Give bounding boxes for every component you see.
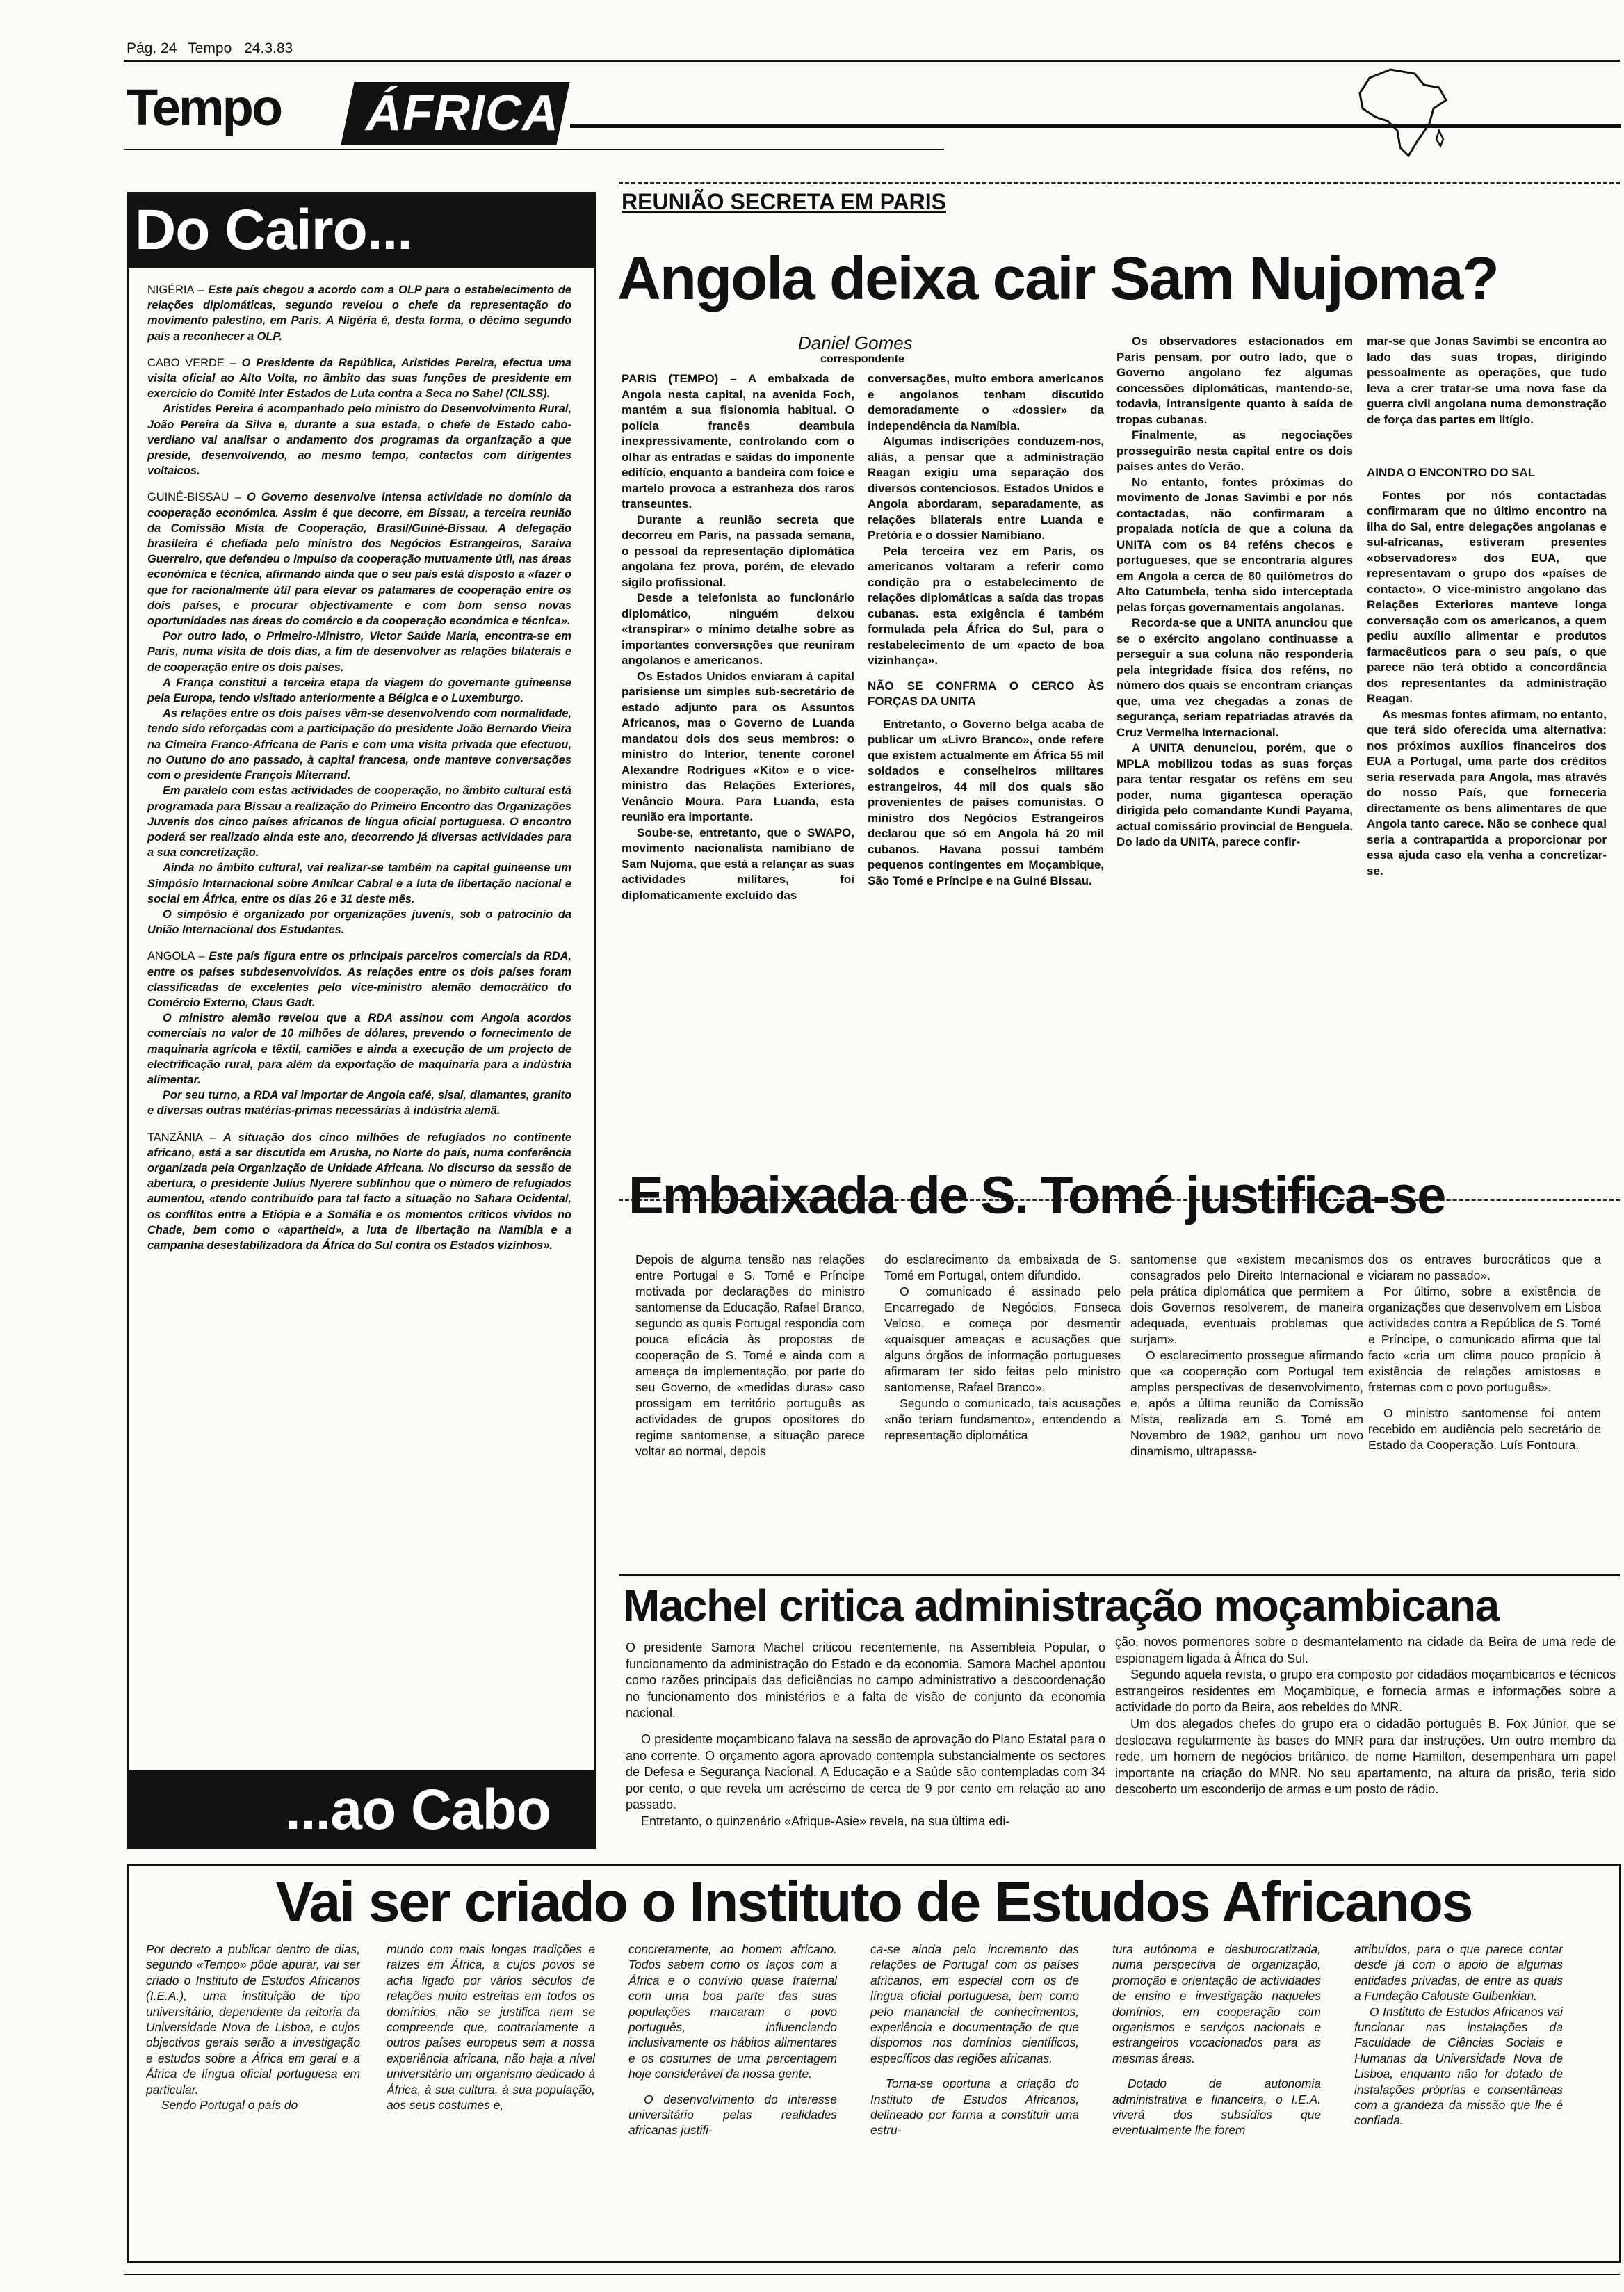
paragraph-text: A situação dos cinco milhões de refugiados no continente africano, está a ser discutida em Arusha, no Norte do país, numa conferência organizada pela Organização de Unidade Africana. No discurso da sessão de abertura, o presidente Julius Nyerere sublinhou que o número de refugiados aumentou, «tendo contribuído para tal facto a situação no Sahara Ocidental, os conflitos entre a Etiópia e a Somália e os momentos críticos vividos no Chade, bem como o «apartheid», a luta de libertação na Namíbia e a campanha desestabilizadora da África do Sul contra os Estados vizinhos».: [147, 1131, 571, 1252]
machel-headline: Machel critica administração moçambicana: [623, 1581, 1499, 1631]
paragraph: Um dos alegados chefes do grupo era o cidadão português B. Fox Júnior, que se deslocava regularmente às bases do MNR para dar instruções. Um outro membro da rede, um homem de negócios britânico, de nome Hamilton, desempenhara um papel importante na criação do MNR. No seu apartamento, na altura da prisão, teria sido descoberto um esconderijo de armas e um posto de rádio.: [1115, 1716, 1616, 1797]
paragraph-text: Aristides Pereira é acompanhado pelo ministro do Desenvolvimento Rural, João Pereira da Silva e, durante a sua estada, o chefe de Estado cabo-verdiano vai analisar o andamento dos programas da organização a que preside, desenvolvendo, ao mesmo tempo, contactos com dirigentes voltaicos.: [147, 403, 571, 478]
subheading: NÃO SE CONFRMA O CERCO ÀS FORÇAS DA UNITA: [868, 679, 1104, 708]
left-box-paragraph: [147, 1010, 571, 1088]
paragraph-text: Ainda no âmbito cultural, vai realizar-se também na capital guineense um Simpósio Internacional sobre Amílcar Cabral e a luta de libertação nacional e social em África, entre os dias 26 e 31 deste mês.: [147, 862, 571, 905]
page-header: [127, 40, 544, 57]
paragraph: Os observadores estacionados em Paris pensam, por outro lado, que o Governo angolano fez algumas concessões diplomáticas, mantendo-se, todavia, intransigente quanto à saída de tropas cubanas.: [1116, 334, 1353, 426]
paragraph: mundo com mais longas tradições e raízes em África, a cujos povos se acha ligado por vários séculos de relações muito estreitas em todos os domínios, não se justifica nem se compreende que, contrariamente a outros países europeus sem a nossa experiência africana, não haja a nível universitário um organismo dedicado à África, à sua cultura, à sua população, aos seus costumes e,: [387, 1942, 595, 2113]
paragraph: Entretanto, o Governo belga acaba de publicar um «Livro Branco», onde refere que existem actualmente em África 55 mil soldados e conselheiros militares estrangeiros, 44 mil dos quais são provenientes de países comunistas. O ministro dos Negócios Estrangeiros declarou que só em Angola há 20 mil cubanos. Havana possui também pequenos contingentes em Moçambique, São Tomé e Príncipe e na Guiné Bissau.: [868, 717, 1104, 887]
paragraph: do esclarecimento da embaixada de S. Tomé em Portugal, ontem difundido.: [884, 1252, 1121, 1282]
paragraph: Durante a reunião secreta que decorreu em Paris, na passada semana, o pessoal da representação diplomática angolana fez prova, porém, de elevado sigilo profissional.: [622, 513, 854, 589]
paragraph: Os Estados Unidos enviaram à capital parisiense um simples sub-secretário de estado adjunto para os Assuntos Africanos, mas o Governo de Luanda mandatou dois dos seus membros: o ministro do Interior, tenente coronel Alexandre Rodrigues «Kito» e o vice-ministro das Relações Exteriores, Venâncio Moura. Para Luanda, esta reunião era importante.: [622, 669, 854, 823]
paragraph-text: Este país figura entre os principais parceiros comerciais da RDA, entre os países subdesenvolvidos. As relações entre os dois países foram classificadas de excelentes pelo vice-ministro alemão democrático do Comércio Externo, Claus Gadt.: [147, 950, 571, 1009]
paragraph-text: O Presidente da República, Aristides Pereira, efectua uma visita oficial ao Alto Volta, no âmbito das suas funções de presidente em exercício do Comité Inter Estados de Luta contra a Seca no Sahel (CILSS).: [147, 356, 571, 401]
left-box-bottom-title: ...ao Cabo: [285, 1778, 551, 1841]
angola-byline: Daniel Gomes: [798, 332, 913, 353]
paragraph: mar-se que Jonas Savimbi se encontra ao lado das suas tropas, dirigindo pessoalmente as operações, que tudo leva a crer tratar-se uma nova fase da guerra civil angolana numa demonstração de força das partes em litígio.: [1367, 334, 1607, 426]
left-box-paragraph: [147, 860, 571, 907]
paragraph: Soube-se, entretanto, que o SWAPO, movimento nacionalista namibiano de Sam Nujoma, que está a relançar as suas actividades militares, foi diplomaticamente excluído das: [622, 825, 854, 902]
paragraph: conversações, muito embora americanos e angolanos tenham discutido demoradamente o «dossier» da independência da Namíbia.: [868, 372, 1104, 433]
paragraph-text: O Governo desenvolve intensa actividade no domínio da cooperação económica. Assim é que decorre, em Bissau, a terceira reunião da Comissão Mista de Cooperação, Brasil/Guiné-Bissau. A delegação brasileira é chefiada pelo ministro dos Negócios Estrangeiros, Saraiva Guerreiro, que defendeu o impulso da cooperação mutuamente útil, nas áreas económica e técnica, afirmando ainda que o seu país está disposto a «fazer o que for racionalmente útil para elevar os patamares de cooperação entre os dois países, e procurar objectivamente e com bom senso novas oportunidades nas áreas do comércio e da cooperação económica e técnica».: [147, 491, 571, 628]
paragraph: tura autónoma e desburocratizada, numa perspectiva de organização, promoção e orientação de actividades de ensino e investigação naqueles domínios, em cooperação com organismos e serviços nacionais e estrangeiros vocacionados para as mesmas áreas.: [1112, 1942, 1321, 2065]
stome-col-1: [635, 1252, 865, 1565]
paragraph: O presidente moçambicano falava na sessão de aprovação do Plano Estatal para o ano corrente. O orçamento agora aprovado contempla substancialmente os sectores de Defesa e Segurança Nacional. A Educação e a Saúde são contempladas com 34 por cento, o que revela um acréscimo de cerca de 9 por cento em relação ao ano passado.: [626, 1732, 1105, 1812]
paragraph: Depois de alguma tensão nas relações entre Portugal e S. Tomé e Príncipe motivada por declarações do ministro santomense da Educação, Rafael Branco, segundo as quais Portugal respondia com pouca eficácia às propostas de cooperação de S. Tomé e ainda com a ameaça da implementação, por parte do seu Governo, de «medidas duras» caso prossigam em território português as actividades de grupos opositores do regime santomense, a situação parece voltar ao normal, depois: [635, 1252, 865, 1458]
stome-col-3: [1130, 1252, 1363, 1565]
paragraph: Recorda-se que a UNITA anunciou que se o exército angolano continuasse a perseguir a sua coluna não responderia pela integridade física dos reféns, no número dos quais se encontram crianças que, uma vez chegadas a zonas de segurança, seriam repatriadas através da Cruz Vermelha Internacional.: [1116, 616, 1353, 739]
paragraph: Desde a telefonista ao funcionário diplomático, ninguém deixou «transpirar» o mínimo detalhe sobre as importantes conversações que reuniram angolanos e americanos.: [622, 591, 854, 667]
masthead-rule-right: [1460, 124, 1621, 128]
country-lead: ANGOLA –: [147, 950, 209, 963]
masthead-logo: Tempo: [127, 79, 282, 136]
iea-col-4: [870, 1942, 1079, 2258]
paragraph: atribuídos, para o que parece contar desde já com o apoio de algumas entidades privadas, de entre as quais a Fundação Calouste Gulbenkian.: [1354, 1942, 1563, 2003]
paragraph: Por último, sobre a existência de organizações que desenvolvem em Lisboa actividades contra a República de S. Tomé e Príncipe, o comunicado afirma que tal facto «cria um clima pouco propício à existência de relações amistosas e fraternas com o povo português».: [1368, 1284, 1601, 1394]
left-box-paragraph: [147, 629, 571, 675]
paragraph-text: Por seu turno, a RDA vai importar de Angola café, sisal, diamantes, granito e diversas outras matérias-primas necessárias à indústria alemã.: [147, 1089, 571, 1117]
masthead-section: ÁFRICA: [366, 86, 559, 141]
angola-byline-role: correspondente: [820, 353, 904, 365]
angola-headline: Angola deixa cair Sam Nujoma?: [617, 245, 1498, 312]
angola-col-3: [1116, 334, 1353, 1193]
stome-col-4: [1368, 1252, 1601, 1565]
paragraph: ca-se ainda pelo incremento das relações de Portugal com os países africanos, em especial com os de língua oficial portuguesa, bem como pelo manancial de conhecimentos, experiência e documentação de que dispomos nos domínios científicos, específicos das regiões africanas.: [870, 1942, 1079, 2065]
left-box-paragraph: [147, 490, 571, 629]
paragraph: concretamente, ao homem africano. Todos sabem como os laços com a África e o convívio quase fraternal com uma boa parte das suas populações marcaram o povo português, influenciando inclusivamente os hábitos alimentares e os costumes de uma percentagem hoje considerável da nossa gente.: [628, 1942, 837, 2081]
country-lead: NIGÉRIA –: [147, 284, 209, 296]
left-box-paragraph: [147, 355, 571, 402]
paragraph: O esclarecimento prossegue afirmando que «a cooperação com Portugal tem amplas perspectivas de desenvolvimento, e, após a última reunião da Comissão Mista, realizada em S. Tomé em Novembro de 1982, ganhou um novo dinamismo, ultrapassa-: [1130, 1348, 1363, 1458]
paragraph: Por decreto a publicar dentro de dias, segundo «Tempo» pôde apurar, vai ser criado o Instituto de Estudos Africanos (I.E.A.), uma instituição de tipo universitário, dependente da reitoria da Universidade Nova de Lisboa, e cujos objectivos gerais serão a investigação e estudos sobre a África em geral e a África de língua oficial portuguesa em particular.: [146, 1942, 360, 2097]
paragraph: O comunicado é assinado pelo Encarregado de Negócios, Fonseca Veloso, e começa por desmentir «quaisquer ameaças e acusações que alguns órgãos de informação portugueses afirmaram ter sido feitas pelo ministro santomense, Rafael Branco».: [884, 1284, 1121, 1394]
iea-col-6: [1354, 1942, 1563, 2258]
paragraph: Torna-se oportuna a criação do Instituto de Estudos Africanos, delineado por forma a constituir uma estru-: [870, 2076, 1079, 2138]
paragraph: Entretanto, o quinzenário «Afrique-Asie» revela, na sua última edi-: [641, 1814, 1010, 1828]
paragraph: Dotado de autonomia administrativa e financeira, o I.E.A. viverá dos subsídios que eventualmente lhe forem: [1112, 2076, 1321, 2138]
iea-col-1: [146, 1942, 360, 2258]
paragraph: O desenvolvimento do interesse universitário pelas realidades africanas justifi-: [628, 2092, 837, 2138]
iea-col-3: [628, 1942, 837, 2258]
left-box-text: [147, 282, 571, 1708]
left-box-paragraph: [147, 1130, 571, 1254]
paragraph: A UNITA denunciou, porém, que o MPLA mobilizou todas as suas forças para tentar resgatar os reféns em seu poder, numa gigantesca operação dirigida pelo comandante Kundi Payama, actual comissário provincial de Benguela. Do lado da UNITA, parece confir-: [1116, 741, 1353, 848]
left-box-paragraph: [147, 282, 571, 344]
paragraph-text: O simpósio é organizado por organizações juvenis, sob o patrocínio da União Internacional dos Estudantes.: [147, 907, 571, 937]
machel-col-1: [626, 1640, 1105, 1848]
header-rule: [124, 60, 1620, 62]
paragraph: Pela terceira vez em Paris, os americanos voltaram a referir como condição pra o estabelecimento de relações diplomáticas a saída das tropas cubanas. esta exigência é também formulada pela África do Sul, para o restabelecimento de um «pacto de boa vizinhança».: [868, 544, 1104, 667]
paragraph-text: A França constitui a terceira etapa da viagem do governante guineense pela Europa, tendo visitado anteriormente a Bélgica e o Luxemburgo.: [147, 676, 571, 705]
paragraph: dos os entraves burocráticos que a viciaram no passado».: [1368, 1252, 1601, 1282]
left-box-paragraph: [147, 783, 571, 860]
iea-col-2: [387, 1942, 595, 2258]
paragraph: O Instituto de Estudos Africanos vai funcionar nas instalações da Faculdade de Ciências Sociais e Humanas da Universidade Nova de Lisboa, enquanto não for dotado de instalações próprias e consentâneas com a grandeza da missão que lhe é confiada.: [1354, 2004, 1563, 2128]
stome-col-2: [884, 1252, 1121, 1565]
angola-top-dashed-rule: [619, 182, 1620, 184]
paragraph: Segundo o comunicado, tais acusações «não teriam fundamento», entendendo a representação diplomática: [884, 1396, 1121, 1442]
paragraph: santomense que «existem mecanismos consagrados pelo Direito Internacional e pela prática diplomática que permitem a dois Governos resolverem, de maneira adequada, eventuais problemas que surjam».: [1130, 1252, 1363, 1346]
africa-map-icon: [1342, 64, 1467, 161]
paragraph: Algumas indiscrições conduzem-nos, aliás, a pensar que a administração Reagan exigiu uma separação dos diversos contenciosos. Estados Unidos e Angola abordaram, separadamente, as relações bilaterais entre Luanda e Pretória e o dossier Namibiano.: [868, 435, 1104, 542]
paragraph: PARIS (TEMPO) – A embaixada de Angola nesta capital, na avenida Foch, mantém a sua fisionomia habitual. O polícia francês deambula inexpressivamente, controlando com o olhar as entradas e saídas do imponente edifício, enquanto a bandeira com foice e martelo provoca a estranheza dos raros transeuntes.: [622, 372, 854, 510]
left-box-paragraph: [147, 1088, 571, 1118]
stome-headline: Embaixada de S. Tomé justifica-se: [628, 1166, 1445, 1225]
left-box-paragraph: [147, 675, 571, 706]
paragraph: ção, novos pormenores sobre o desmantelamento na cidade da Beira de uma rede de espionagem ligada à África do Sul.: [1115, 1635, 1616, 1665]
paragraph-text: O ministro alemão revelou que a RDA assinou com Angola acordos comerciais no valor de 10 milhões de dólares, prevendo o fornecimento de maquinaria agrícola e têxtil, camiões e ainda a execução de um projecto de electrificação rural, para além da exportação de maquinaria para a indústria alimentar.: [147, 1012, 571, 1086]
left-box-paragraph: [147, 706, 571, 783]
left-box-paragraph: [147, 949, 571, 1010]
angola-col-4: [1367, 334, 1607, 1193]
paragraph-text: Por outro lado, o Primeiro-Ministro, Victor Saúde Maria, encontra-se em Paris, numa visita de dois dias, a fim de desenvolver as relações bilaterais e de cooperação entre os dois países.: [147, 630, 571, 674]
angola-col-2: [868, 371, 1104, 1188]
page-number: Pág. 24: [127, 40, 177, 56]
country-lead: CABO VERDE –: [147, 356, 242, 369]
paragraph: Sendo Portugal o país do: [161, 2098, 298, 2113]
country-lead: GUINÉ-BISSAU –: [147, 491, 247, 504]
iea-headline: Vai ser criado o Instituto de Estudos Africanos: [275, 1871, 1472, 1934]
subheading: AINDA O ENCONTRO DO SAL: [1367, 466, 1536, 479]
angola-kicker: REUNIÃO SECRETA EM PARIS: [622, 189, 946, 214]
paragraph: Segundo aquela revista, o grupo era composto por cidadãos moçambicanos e técnicos estrangeiros residentes em Moçambique, e fornecia armas e informações sobre a actividade do porto da Beira, aos rebeldes do MNR.: [1115, 1668, 1616, 1715]
paragraph-text: As relações entre os dois países vêm-se desenvolvendo com normalidade, tendo sido reforçadas com a participação do presidente João Bernardo Vieira na Cimeira Franco-Africana de Paris e com uma visita privada que efectuou, no Outuno do ano passado, à capital francesa, onde manteve conversações com o presidente François Miterrand.: [147, 707, 571, 782]
paragraph: No entanto, fontes próximas do movimento de Jonas Savimbi e por nós contactadas, não confirmaram a propalada notícia de que a coluna da UNITA com os 84 reféns checos e portugueses, que se encontraria algures em Angola a cerca de 80 quilómetros do Alto Catumbela, tenha sido interceptada pelas forças governamentais angolanas.: [1116, 475, 1353, 614]
header-date: 24.3.83: [244, 40, 293, 56]
masthead-rule-thin: [124, 149, 944, 150]
angola-col-1: [622, 371, 854, 1188]
paragraph-text: Este país chegou a acordo com a OLP para o estabelecimento de relações diplomáticas, segundo revelou o chefe da representação do movimento palestino, em Paris. A Nigéria é, desta forma, o décimo segundo país a reconhecer a OLP.: [147, 284, 571, 343]
paragraph: O ministro santomense foi ontem recebido em audiência pelo secretário de Estado da Cooperação, Luís Fontoura.: [1368, 1406, 1601, 1452]
left-box-paragraph: [147, 401, 571, 478]
paragraph: As mesmas fontes afirmam, no entanto, que terá sido oferecida uma alternativa: nos próximos auxílios financeiros dos EUA a Portugal, uma parte dos créditos seria reservada para Angola, mas através do nosso País, que forneceria directamente os bens alimentares de que Angola tanto carece. Não se conhece qual seria a contrapartida a proporcionar por essa ajuda caso ela venha a concretizar-se.: [1367, 707, 1607, 878]
country-lead: TANZÂNIA –: [147, 1131, 223, 1144]
page-bottom-rule: [124, 2274, 1620, 2275]
iea-col-5: [1112, 1942, 1321, 2258]
paragraph: Fontes por nós contactadas confirmaram que no último encontro na ilha do Sal, entre delegações angolanas e sul-africanas, estiveram presentes «observadores» dos EUA, que representavam o grupo dos «países de contacto». O vice-ministro angolano das Relações Exteriores manteve longa conversação com os americanos, a quem pediu auxílio alimentar e produtos farmacêuticos para o seu país, o que parece não terá obtido a concordância dos representantes da administração Reagan.: [1367, 488, 1607, 705]
paragraph: Finalmente, as negociações prosseguirão nesta capital entre os dois países antes do Verão.: [1116, 428, 1353, 473]
left-box-top-title: Do Cairo...: [135, 198, 413, 261]
header-paper-name: Tempo: [188, 40, 232, 56]
left-box-paragraph: [147, 907, 571, 937]
machel-col-2: [1115, 1634, 1616, 1850]
paragraph: O presidente Samora Machel criticou recentemente, na Assembleia Popular, o funcionamento da administração do Estado e da economia. Samora Machel apontou como razões principais das deficiências no campo administrativo a descoordenação no funcionamento dos ministérios e a falta de visão de conjunto da economia nacional.: [626, 1640, 1105, 1720]
paragraph-text: Em paralelo com estas actividades de cooperação, no âmbito cultural está programada para Bissau a realização do Primeiro Encontro das Organizações Juvenis dos cinco países africanos de língua oficial portuguesa. O encontro poderá ser realizado ainda este ano, decorrendo já diversas actividades para a sua concretização.: [147, 784, 571, 860]
